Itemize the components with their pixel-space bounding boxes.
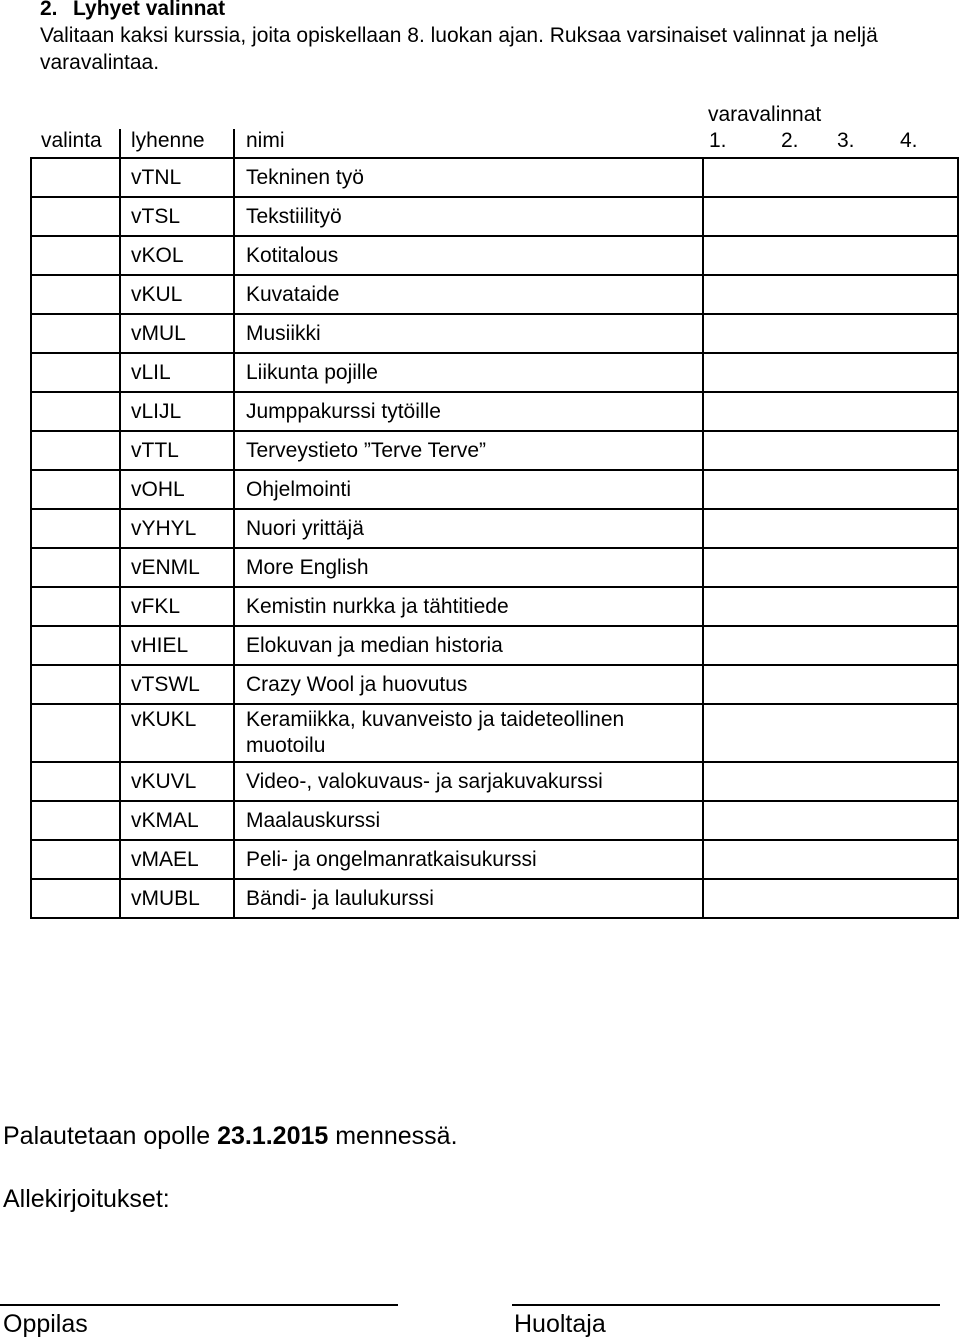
selection-cell[interactable] — [31, 314, 120, 353]
alternative-3-cell[interactable] — [831, 665, 894, 704]
alternative-1-cell[interactable] — [703, 762, 775, 801]
table-row — [31, 431, 958, 470]
course-name: More English — [234, 548, 703, 587]
table-row — [31, 158, 958, 197]
alternative-3-cell[interactable] — [831, 840, 894, 879]
table-row — [31, 314, 958, 353]
selection-cell[interactable] — [31, 840, 120, 879]
guardian-signature-label: Huoltaja — [514, 1310, 606, 1338]
course-name: Peli- ja ongelmanratkaisukurssi — [234, 840, 703, 879]
alternative-3-cell[interactable] — [831, 314, 894, 353]
alternative-4-cell[interactable] — [894, 665, 958, 704]
alternative-2-cell[interactable] — [775, 236, 831, 275]
header-alt-2: 2. — [781, 129, 799, 152]
table-row — [31, 840, 958, 879]
course-name: Tekninen työ — [234, 158, 703, 197]
alternative-2-cell[interactable] — [775, 801, 831, 840]
selection-cell[interactable] — [31, 704, 120, 762]
table-row — [31, 762, 958, 801]
alternative-3-cell[interactable] — [831, 470, 894, 509]
table-row — [31, 626, 958, 665]
alternative-4-cell[interactable] — [894, 353, 958, 392]
table-row — [31, 470, 958, 509]
header-nimi: nimi — [234, 129, 703, 158]
alternative-4-cell[interactable] — [894, 314, 958, 353]
alternative-4-cell[interactable] — [894, 801, 958, 840]
course-code: vYHYL — [120, 509, 234, 548]
course-name: Crazy Wool ja huovutus — [234, 665, 703, 704]
alternative-1-cell[interactable] — [703, 801, 775, 840]
course-name: Terveystieto ”Terve Terve” — [234, 431, 703, 470]
alternative-4-cell[interactable] — [894, 762, 958, 801]
alternative-4-cell[interactable] — [894, 470, 958, 509]
alternative-4-cell[interactable] — [894, 275, 958, 314]
alternative-2-cell[interactable] — [775, 704, 831, 762]
deadline-date: 23.1.2015 — [217, 1122, 329, 1150]
alternative-1-cell[interactable] — [703, 470, 775, 509]
selection-cell[interactable] — [31, 470, 120, 509]
selection-cell[interactable] — [31, 548, 120, 587]
alternative-1-cell[interactable] — [703, 158, 775, 197]
alternative-3-cell[interactable] — [831, 704, 894, 762]
alternative-3-cell[interactable] — [831, 392, 894, 431]
alternative-2-cell[interactable] — [775, 879, 831, 918]
course-code: vKOL — [120, 236, 234, 275]
selection-cell[interactable] — [31, 353, 120, 392]
course-code: vOHL — [120, 470, 234, 509]
selection-cell[interactable] — [31, 509, 120, 548]
course-code: vTSWL — [120, 665, 234, 704]
course-code: vKUVL — [120, 762, 234, 801]
alternative-3-cell[interactable] — [831, 801, 894, 840]
alternative-2-cell[interactable] — [775, 665, 831, 704]
alternative-1-cell[interactable] — [703, 509, 775, 548]
alternative-4-cell[interactable] — [894, 704, 958, 762]
alternative-1-cell[interactable] — [703, 548, 775, 587]
alternative-3-cell[interactable] — [831, 587, 894, 626]
table-row — [31, 548, 958, 587]
alternative-2-cell[interactable] — [775, 314, 831, 353]
course-name: Kemistin nurkka ja tähtitiede — [234, 587, 703, 626]
table-row — [31, 236, 958, 275]
alternative-2-cell[interactable] — [775, 431, 831, 470]
alternative-1-cell[interactable] — [703, 431, 775, 470]
alternative-1-cell[interactable] — [703, 626, 775, 665]
course-code: vTSL — [120, 197, 234, 236]
alternative-4-cell[interactable] — [894, 548, 958, 587]
course-code: vMUL — [120, 314, 234, 353]
alternative-2-cell[interactable] — [775, 548, 831, 587]
table-row — [31, 197, 958, 236]
course-code: vKUL — [120, 275, 234, 314]
table-row — [31, 353, 958, 392]
course-code: vKMAL — [120, 801, 234, 840]
selection-cell[interactable] — [31, 431, 120, 470]
alternative-3-cell[interactable] — [831, 353, 894, 392]
alternative-3-cell[interactable] — [831, 236, 894, 275]
selection-cell[interactable] — [31, 587, 120, 626]
section-instructions: Valitaan kaksi kurssia, joita opiskellaan 8. luokan ajan. Ruksaa varsinaiset valinnat ja neljä varavalintaa. — [40, 24, 878, 74]
table-row — [31, 509, 958, 548]
alternative-4-cell[interactable] — [894, 158, 958, 197]
alternative-3-cell[interactable] — [831, 275, 894, 314]
header-alt-4: 4. — [900, 129, 918, 152]
alternative-4-cell[interactable] — [894, 392, 958, 431]
table-row — [31, 801, 958, 840]
alternative-3-cell[interactable] — [831, 509, 894, 548]
alternative-4-cell[interactable] — [894, 879, 958, 918]
alternative-4-cell[interactable] — [894, 509, 958, 548]
alternative-1-cell[interactable] — [703, 704, 775, 762]
alternative-3-cell[interactable] — [831, 158, 894, 197]
course-name: Bändi- ja laulukurssi — [234, 879, 703, 918]
course-code: vMUBL — [120, 879, 234, 918]
alternative-2-cell[interactable] — [775, 626, 831, 665]
course-name: Musiikki — [234, 314, 703, 353]
pupil-signature-line[interactable] — [0, 1304, 398, 1306]
alternative-3-cell[interactable] — [831, 197, 894, 236]
header-alt-3: 3. — [837, 129, 855, 152]
course-code: vFKL — [120, 587, 234, 626]
deadline-prefix: Palautetaan opolle — [3, 1122, 218, 1150]
course-name: Ohjelmointi — [234, 470, 703, 509]
course-code: vTTL — [120, 431, 234, 470]
alternative-2-cell[interactable] — [775, 470, 831, 509]
pupil-signature-label: Oppilas — [3, 1310, 88, 1338]
course-code: vLIL — [120, 353, 234, 392]
alternative-2-cell[interactable] — [775, 197, 831, 236]
header-row — [31, 129, 958, 158]
course-code: vTNL — [120, 158, 234, 197]
course-code: vHIEL — [120, 626, 234, 665]
selection-cell[interactable] — [31, 626, 120, 665]
alternative-4-cell[interactable] — [894, 236, 958, 275]
alternative-3-cell[interactable] — [831, 879, 894, 918]
alternative-1-cell[interactable] — [703, 197, 775, 236]
selection-cell[interactable] — [31, 762, 120, 801]
table-row — [31, 879, 958, 918]
alternative-1-cell[interactable] — [703, 236, 775, 275]
alternative-1-cell[interactable] — [703, 275, 775, 314]
selection-cell[interactable] — [31, 158, 120, 197]
course-name: Kotitalous — [234, 236, 703, 275]
alternative-4-cell[interactable] — [894, 587, 958, 626]
course-name: Liikunta pojille — [234, 353, 703, 392]
alternative-3-cell[interactable] — [831, 626, 894, 665]
selection-cell[interactable] — [31, 392, 120, 431]
alternative-2-cell[interactable] — [775, 158, 831, 197]
header-valinta: valinta — [31, 129, 120, 158]
deadline-text — [3, 1122, 458, 1151]
alternative-3-cell[interactable] — [831, 431, 894, 470]
alternative-1-cell[interactable] — [703, 314, 775, 353]
alternative-1-cell[interactable] — [703, 587, 775, 626]
course-selection-table — [30, 97, 959, 919]
table-row — [31, 275, 958, 314]
alternative-4-cell[interactable] — [894, 431, 958, 470]
course-name: Maalauskurssi — [234, 801, 703, 840]
course-code: vENML — [120, 548, 234, 587]
alternative-4-cell[interactable] — [894, 626, 958, 665]
course-code: vLIJL — [120, 392, 234, 431]
alternative-2-cell[interactable] — [775, 509, 831, 548]
course-name: Jumppakurssi tytöille — [234, 392, 703, 431]
table-row — [31, 665, 958, 704]
table-row — [31, 704, 958, 762]
alternative-2-cell[interactable] — [775, 275, 831, 314]
course-code: vKUKL — [120, 704, 234, 762]
alternative-3-cell[interactable] — [831, 762, 894, 801]
course-name: Tekstiilityö — [234, 197, 703, 236]
course-name: Nuori yrittäjä — [234, 509, 703, 548]
alternatives-header: varavalinnat — [708, 103, 822, 126]
course-code: vMAEL — [120, 840, 234, 879]
alternative-2-cell[interactable] — [775, 762, 831, 801]
course-name: Video-, valokuvaus- ja sarjakuvakurssi — [234, 762, 703, 801]
alternative-3-cell[interactable] — [831, 548, 894, 587]
section-title: Lyhyet valinnat — [73, 0, 226, 20]
header-lyhenne: lyhenne — [120, 129, 234, 158]
alternative-2-cell[interactable] — [775, 840, 831, 879]
selection-cell[interactable] — [31, 236, 120, 275]
signatures-label: Allekirjoitukset: — [3, 1185, 170, 1213]
header-row-top — [31, 97, 958, 129]
course-name: Elokuvan ja median historia — [234, 626, 703, 665]
section-number: 2. — [40, 0, 58, 20]
selection-cell[interactable] — [31, 665, 120, 704]
alternative-2-cell[interactable] — [775, 587, 831, 626]
deadline-suffix: mennessä. — [328, 1122, 458, 1150]
selection-cell[interactable] — [31, 879, 120, 918]
alternative-4-cell[interactable] — [894, 840, 958, 879]
header-alt-1: 1. — [709, 129, 727, 152]
course-name: Keramiikka, kuvanveisto ja taideteollinen muotoilu — [234, 704, 703, 762]
selection-cell[interactable] — [31, 275, 120, 314]
alternative-2-cell[interactable] — [775, 353, 831, 392]
table-row — [31, 587, 958, 626]
alternative-1-cell[interactable] — [703, 353, 775, 392]
course-name: Kuvataide — [234, 275, 703, 314]
alternative-1-cell[interactable] — [703, 392, 775, 431]
alternative-2-cell[interactable] — [775, 392, 831, 431]
alternative-1-cell[interactable] — [703, 840, 775, 879]
selection-cell[interactable] — [31, 197, 120, 236]
alternative-4-cell[interactable] — [894, 197, 958, 236]
alternative-1-cell[interactable] — [703, 665, 775, 704]
section-heading — [40, 0, 225, 21]
guardian-signature-line[interactable] — [512, 1304, 940, 1306]
selection-cell[interactable] — [31, 801, 120, 840]
alternative-1-cell[interactable] — [703, 879, 775, 918]
table-row — [31, 392, 958, 431]
